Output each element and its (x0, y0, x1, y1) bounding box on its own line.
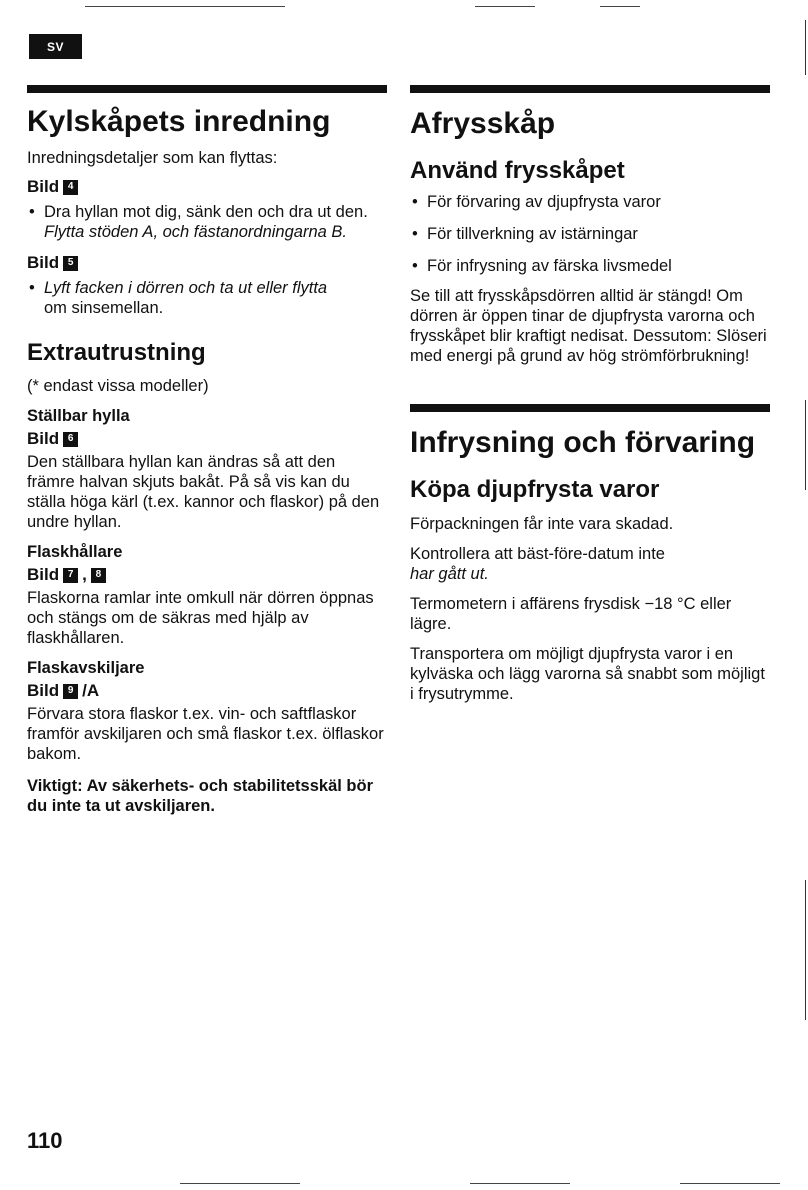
section-rule (27, 85, 387, 93)
bullet-italic-text: Flytta stöden A, och fästanordningarna B. (44, 223, 347, 241)
list-item: • För tillverkning av istärningar (410, 224, 770, 244)
figure-label: Bild (27, 429, 60, 449)
bullet-italic-text: • Lyft facken i dörren och ta ut eller flytta (44, 279, 328, 297)
paragraph (410, 544, 770, 584)
bullet-list (27, 278, 387, 318)
paragraph-text: Kontrollera att bäst-före-datum inte (410, 544, 665, 563)
figure-label: Bild (27, 565, 60, 585)
bullet-list (410, 192, 770, 276)
figure-label: Bild (27, 681, 60, 701)
scan-line-top (475, 6, 535, 7)
paragraph: Flaskorna ramlar inte omkull när dörren öppnas och stängs om de säkras med hjälp av flaskhållaren. (27, 589, 374, 648)
paragraph: Förpackningen får inte vara skadad. (410, 514, 674, 533)
paragraph-italic-text: har gått ut. (410, 564, 489, 583)
section-rule (410, 85, 770, 93)
item-heading: Flaskhållare (27, 543, 123, 562)
bullet-text: Dra hyllan mot dig, sänk den och dra ut den. (44, 203, 368, 221)
note-text: (* endast vissa modeller) (27, 377, 209, 396)
section-rule (410, 404, 770, 412)
list-item (27, 202, 387, 242)
list-item: • För infrysning av färska livsmedel (410, 256, 770, 276)
paragraph: Transportera om möjligt djupfrysta varor i en kylväska och lägg varorna så snabbt som möjligt i frysutrymme. (410, 644, 765, 703)
scan-line-bottom (680, 1183, 780, 1184)
subsection-title: Extrautrustning (27, 339, 206, 366)
scan-line-top (600, 6, 640, 7)
figure-number: 9 (63, 684, 78, 699)
paragraph: Den ställbara hyllan kan ändras så att den främre halvan skjuts bakåt. På så vis kan du ställa höga kärl (t.ex. kannor och flaskor) på den undre hyllan. (27, 453, 380, 532)
section-title: Kylskåpets inredning (27, 105, 331, 138)
paragraph: Se till att frysskåpsdörren alltid är stängd! Om dörren är öppen tinar de djupfrysta varorna och frysskåpet blir kraftigt nedisat. Dessutom: Slöseri med energi på grund av hög strömförbrukning! (410, 287, 767, 366)
paragraph: Termometern i affärens frysdisk −18 °C eller lägre. (410, 594, 732, 633)
section-title: Infrysning och förvaring (410, 426, 756, 460)
subsection-title: Använd frysskåpet (410, 157, 625, 184)
figure-number: 7 (63, 568, 78, 583)
right-column (410, 85, 770, 704)
scan-edge-line (805, 880, 806, 1020)
scan-line-bottom (470, 1183, 570, 1184)
page-number: 110 (27, 1128, 63, 1153)
subsection-title: Köpa djupfrysta varor (410, 476, 660, 504)
figure-ref-6 (27, 428, 387, 450)
scan-line-bottom (180, 1183, 300, 1184)
figure-number: 6 (63, 432, 78, 447)
item-heading: Flaskavskiljare (27, 659, 145, 678)
list-item (27, 278, 387, 318)
figure-label: Bild (27, 177, 60, 196)
bullet-list (27, 202, 387, 242)
warning-text: Viktigt: Av säkerhets- och stabilitetsskäl bör du inte ta ut avskiljaren. (27, 777, 374, 816)
figure-ref-7-8 (27, 564, 387, 586)
figure-number: 4 (63, 180, 78, 195)
scan-edge-line (805, 20, 806, 75)
bullet-text: om sinsemellan. (44, 299, 164, 317)
scan-line-top (85, 6, 285, 7)
figure-number: 8 (91, 568, 106, 583)
scan-edge-line (805, 400, 806, 490)
intro-text: Inredningsdetaljer som kan flyttas: (27, 149, 278, 167)
list-item: • För förvaring av djupfrysta varor (410, 192, 770, 212)
figure-separator: , (82, 565, 87, 585)
figure-suffix: /A (82, 681, 100, 701)
figure-number: 5 (63, 256, 78, 271)
section-title: Afrysskåp (410, 107, 556, 140)
item-heading: Ställbar hylla (27, 407, 130, 426)
figure-ref-4 (27, 176, 387, 198)
figure-label: Bild (27, 253, 60, 272)
left-column (27, 85, 387, 816)
figure-ref-5 (27, 252, 387, 274)
paragraph: Förvara stora flaskor t.ex. vin- och saftflaskor framför avskiljaren och små flaskor t.ex. ölflaskor bakom. (27, 705, 384, 764)
language-badge: SV (29, 34, 82, 59)
figure-ref-9 (27, 680, 387, 702)
